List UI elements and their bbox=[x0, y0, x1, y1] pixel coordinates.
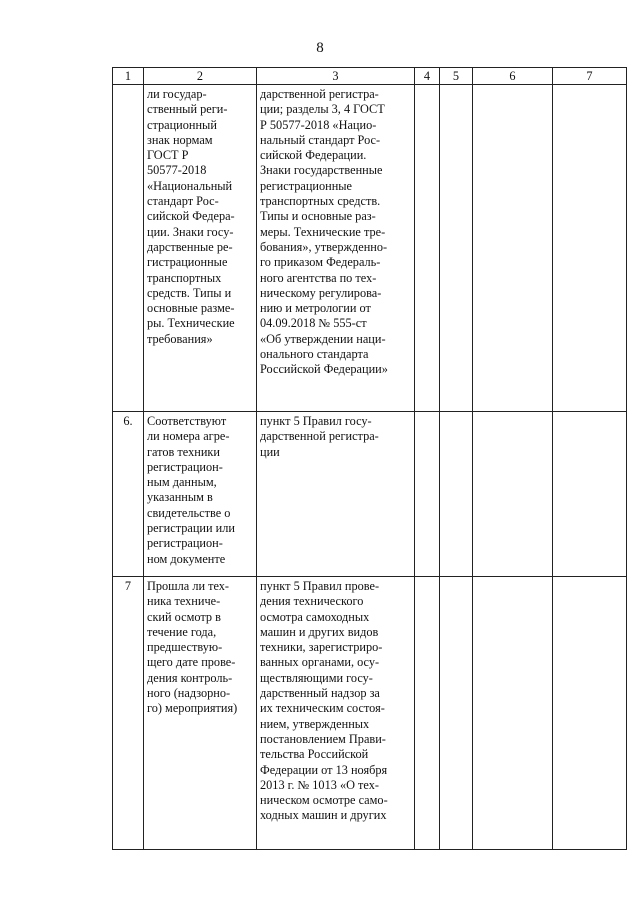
answer-cell-4 bbox=[415, 577, 440, 850]
answer-cell-6 bbox=[473, 85, 553, 412]
answer-cell-5 bbox=[440, 577, 473, 850]
reference-cell: пункт 5 Правил прове- дения технического осмотра самоходных машин и других видов техники, зарегистриро- ванных органами, осу- ществляющими госу- дарственный надзор за их техническим состоя- нием, утвержденных постановлением Прави- тельства Российской Федерации от 13 ноября 2013 г. № 1013 «О тех- ническом осмотре само- ходных машин и других bbox=[257, 577, 415, 850]
header-cell-2: 2 bbox=[144, 68, 257, 85]
answer-cell-6 bbox=[473, 577, 553, 850]
answer-cell-7 bbox=[553, 577, 627, 850]
question-cell: Прошла ли тех- ника техниче- ский осмотр в течение года, предшествую- щего дате прове- дения контроль- ного (надзорно- го) мероприятия) bbox=[144, 577, 257, 850]
table-row bbox=[113, 85, 627, 412]
answer-cell-7 bbox=[553, 412, 627, 577]
header-cell-7: 7 bbox=[553, 68, 627, 85]
table-row bbox=[113, 577, 627, 850]
question-cell: Соответствуют ли номера агре- гатов техники регистрацион- ным данным, указанным в свидетельстве о регистрации или регистрацион- ном документе bbox=[144, 412, 257, 577]
row-number bbox=[113, 85, 144, 412]
reference-cell: пункт 5 Правил госу- дарственной регистра- ции bbox=[257, 412, 415, 577]
answer-cell-5 bbox=[440, 85, 473, 412]
row-number: 7 bbox=[113, 577, 144, 850]
checklist-table bbox=[112, 67, 627, 850]
answer-cell-5 bbox=[440, 412, 473, 577]
answer-cell-4 bbox=[415, 85, 440, 412]
answer-cell-6 bbox=[473, 412, 553, 577]
header-cell-1: 1 bbox=[113, 68, 144, 85]
header-cell-4: 4 bbox=[415, 68, 440, 85]
page-number: 8 bbox=[316, 40, 324, 56]
table-header-row bbox=[113, 68, 627, 85]
row-number: 6. bbox=[113, 412, 144, 577]
header-cell-5: 5 bbox=[440, 68, 473, 85]
answer-cell-7 bbox=[553, 85, 627, 412]
table-row bbox=[113, 412, 627, 577]
header-cell-3: 3 bbox=[257, 68, 415, 85]
header-cell-6: 6 bbox=[473, 68, 553, 85]
reference-cell: дарственной регистра- ции; разделы 3, 4 ГОСТ Р 50577-2018 «Нацио- нальный стандарт Рос- сийской Федерации. Знаки государственные регистрационные транспортных средств. Типы и основные раз- меры. Технические тре- бования», утвержденно- го приказом Федераль- ного агентства по тех- ническому регулирова- нию и метрологии от 04.09.2018 № 555-ст «Об утверждении наци- онального стандарта Российской Федерации» bbox=[257, 85, 415, 412]
answer-cell-4 bbox=[415, 412, 440, 577]
question-cell: ли государ- ственный реги- страционный знак нормам ГОСТ Р 50577-2018 «Национальный стандарт Рос- сийской Федера- ции. Знаки госу- дарственные ре- гистрационные транспортных средств. Типы и основные разме- ры. Технические требования» bbox=[144, 85, 257, 412]
